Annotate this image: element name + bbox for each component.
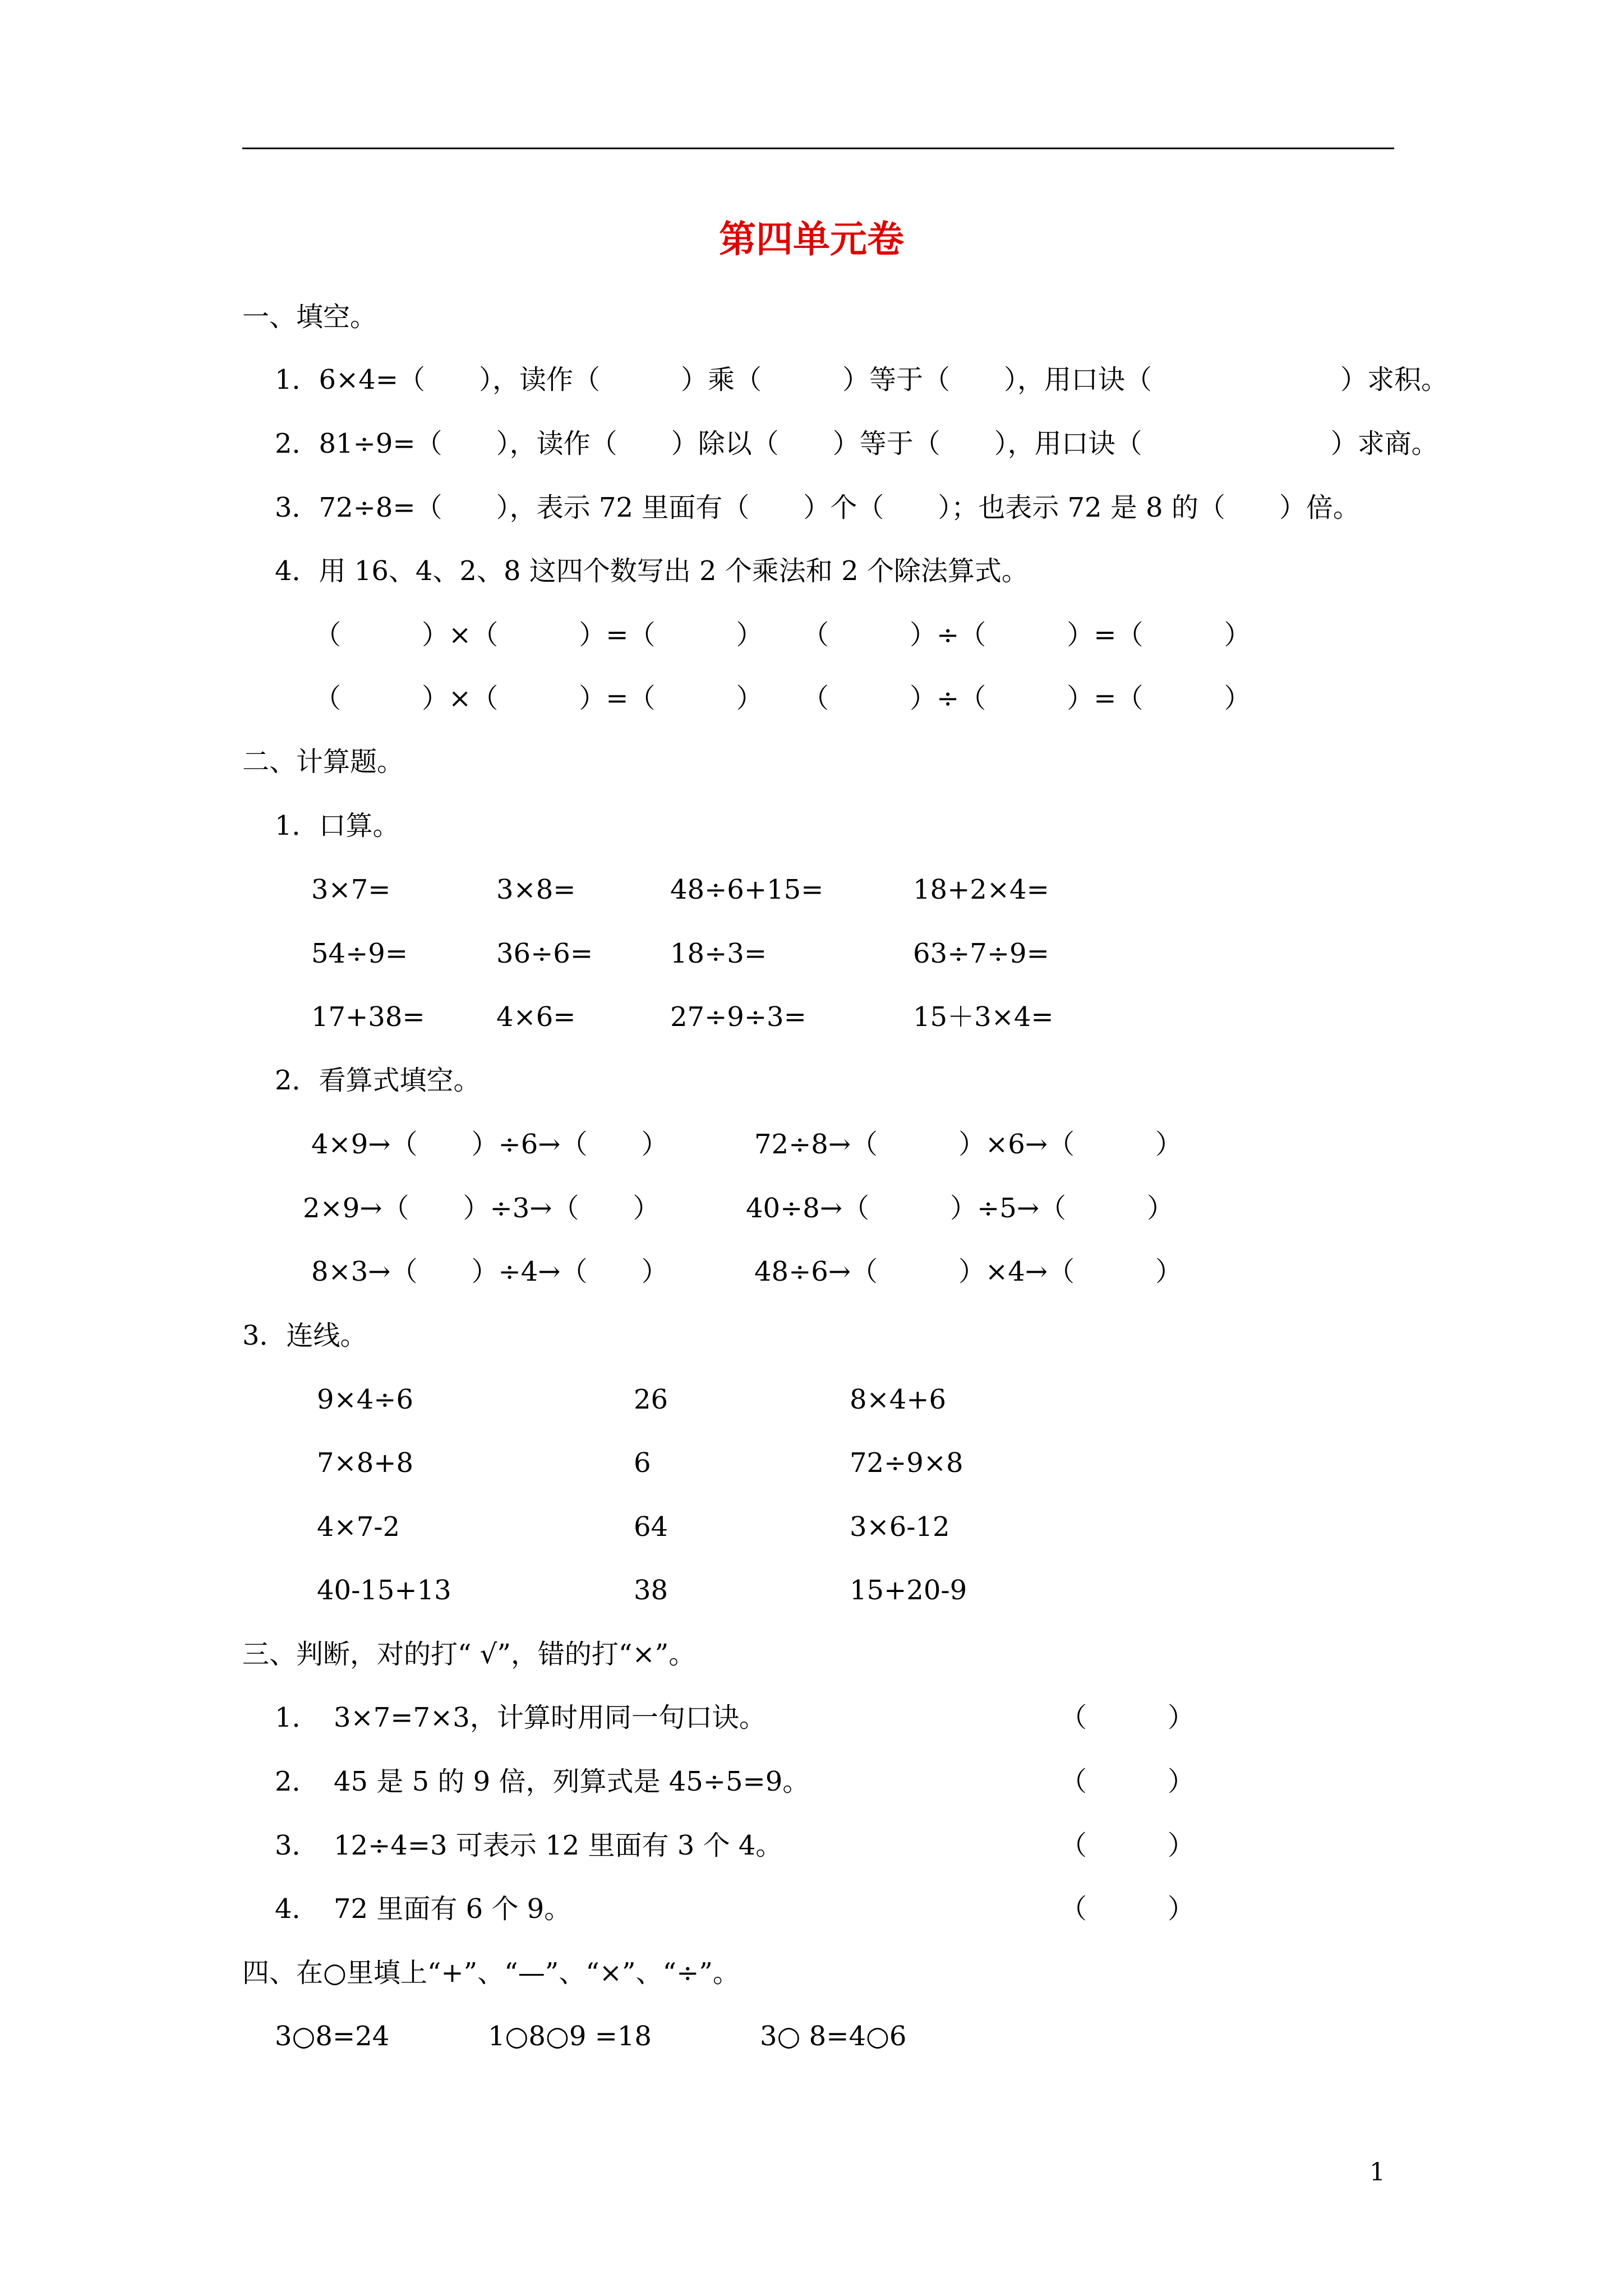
- oral-calc-item: 3×7=: [311, 874, 391, 905]
- matching-left: 9×4÷6: [317, 1384, 414, 1415]
- q4-multiplication-blank: （ ）×（ ）=（ ）: [314, 619, 763, 651]
- judge-item-blank: （ ）: [1060, 1766, 1195, 1797]
- matching-heading: 3．连线。: [242, 1320, 367, 1351]
- matching-left: 4×7-2: [317, 1511, 400, 1543]
- oral-calc-item: 36÷6=: [496, 938, 593, 969]
- section4-heading: 四、在○里填上“+”、“—”、“×”、“÷”。: [242, 1957, 740, 1989]
- operator-fill-item: 3○8=24: [275, 2021, 390, 2052]
- section2-heading: 二、计算题。: [242, 746, 404, 777]
- matching-middle: 38: [634, 1575, 668, 1606]
- matching-left: 40-15+13: [317, 1575, 451, 1606]
- page-number: 1: [1370, 2158, 1385, 2187]
- matching-middle: 64: [634, 1511, 668, 1543]
- judge-item-text: 45 是 5 的 9 倍，列算式是 45÷5=9。: [334, 1766, 810, 1797]
- matching-right: 72÷9×8: [850, 1447, 963, 1479]
- oral-calc-item: 17+38=: [311, 1001, 425, 1033]
- judge-item-number: 3．: [275, 1830, 319, 1861]
- judge-item-text: 72 里面有 6 个 9。: [334, 1893, 571, 1925]
- oral-calc-item: 48÷6+15=: [670, 874, 824, 905]
- oral-calc-item: 27÷9÷3=: [670, 1001, 806, 1033]
- matching-right: 15+20-9: [850, 1575, 967, 1606]
- judge-item-blank: （ ）: [1060, 1830, 1195, 1861]
- section1-heading: 一、填空。: [242, 301, 377, 333]
- chain-item: 8×3→（ ）÷4→（ ）: [311, 1256, 668, 1287]
- chain-item: 48÷6→（ ）×4→（ ）: [754, 1256, 1183, 1287]
- chain-fill-heading: 2．看算式填空。: [275, 1065, 481, 1096]
- fill-question-4: 4．用 16、4、2、8 这四个数写出 2 个乘法和 2 个除法算式。: [275, 555, 1029, 587]
- fill-question-1: 1．6×4=（ ），读作（ ）乘（ ）等于（ ），用口诀（ ）求积。: [275, 364, 1449, 395]
- judge-item-blank: （ ）: [1060, 1893, 1195, 1925]
- judge-item-number: 1．: [275, 1702, 319, 1733]
- fill-question-2: 2．81÷9=（ ），读作（ ）除以（ ）等于（ ），用口诀（ ）求商。: [275, 428, 1438, 459]
- q4-multiplication-blank: （ ）×（ ）=（ ）: [314, 683, 763, 714]
- oral-calc-heading: 1．口算。: [275, 810, 400, 841]
- page-title: 第四单元卷: [719, 217, 904, 261]
- section3-heading: 三、判断，对的打“ √”，错的打“×”。: [242, 1639, 696, 1670]
- fill-question-3: 3．72÷8=（ ），表示 72 里面有（ ）个（ ）；也表示 72 是 8 的（ ）倍。: [275, 492, 1360, 523]
- q4-division-blank: （ ）÷（ ）=（ ）: [802, 683, 1251, 714]
- oral-calc-item: 54÷9=: [311, 938, 408, 969]
- judge-item-number: 2．: [275, 1766, 319, 1797]
- judge-item-number: 4．: [275, 1893, 319, 1925]
- judge-item-text: 12÷4=3 可表示 12 里面有 3 个 4。: [334, 1830, 783, 1861]
- operator-fill-item: 1○8○9 =18: [488, 2021, 652, 2052]
- oral-calc-item: 18÷3=: [670, 938, 767, 969]
- chain-item: 72÷8→（ ）×6→（ ）: [754, 1129, 1183, 1160]
- chain-item: 40÷8→（ ）÷5→（ ）: [746, 1193, 1174, 1224]
- judge-item-text: 3×7=7×3，计算时用同一句口诀。: [334, 1702, 766, 1733]
- matching-right: 3×6-12: [850, 1511, 950, 1543]
- matching-right: 8×4+6: [850, 1384, 947, 1415]
- oral-calc-item: 18+2×4=: [913, 874, 1049, 905]
- matching-left: 7×8+8: [317, 1447, 414, 1479]
- oral-calc-item: 15＋3×4=: [913, 1001, 1054, 1033]
- oral-calc-item: 63÷7÷9=: [913, 938, 1049, 969]
- oral-calc-item: 4×6=: [496, 1001, 576, 1033]
- header-rule: [242, 148, 1394, 149]
- operator-fill-item: 3○ 8=4○6: [760, 2021, 907, 2052]
- chain-item: 4×9→（ ）÷6→（ ）: [311, 1129, 668, 1160]
- chain-item: 2×9→（ ）÷3→（ ）: [303, 1193, 660, 1224]
- oral-calc-item: 3×8=: [496, 874, 576, 905]
- judge-item-blank: （ ）: [1060, 1702, 1195, 1733]
- matching-middle: 6: [634, 1447, 651, 1479]
- q4-division-blank: （ ）÷（ ）=（ ）: [802, 619, 1251, 651]
- matching-middle: 26: [634, 1384, 668, 1415]
